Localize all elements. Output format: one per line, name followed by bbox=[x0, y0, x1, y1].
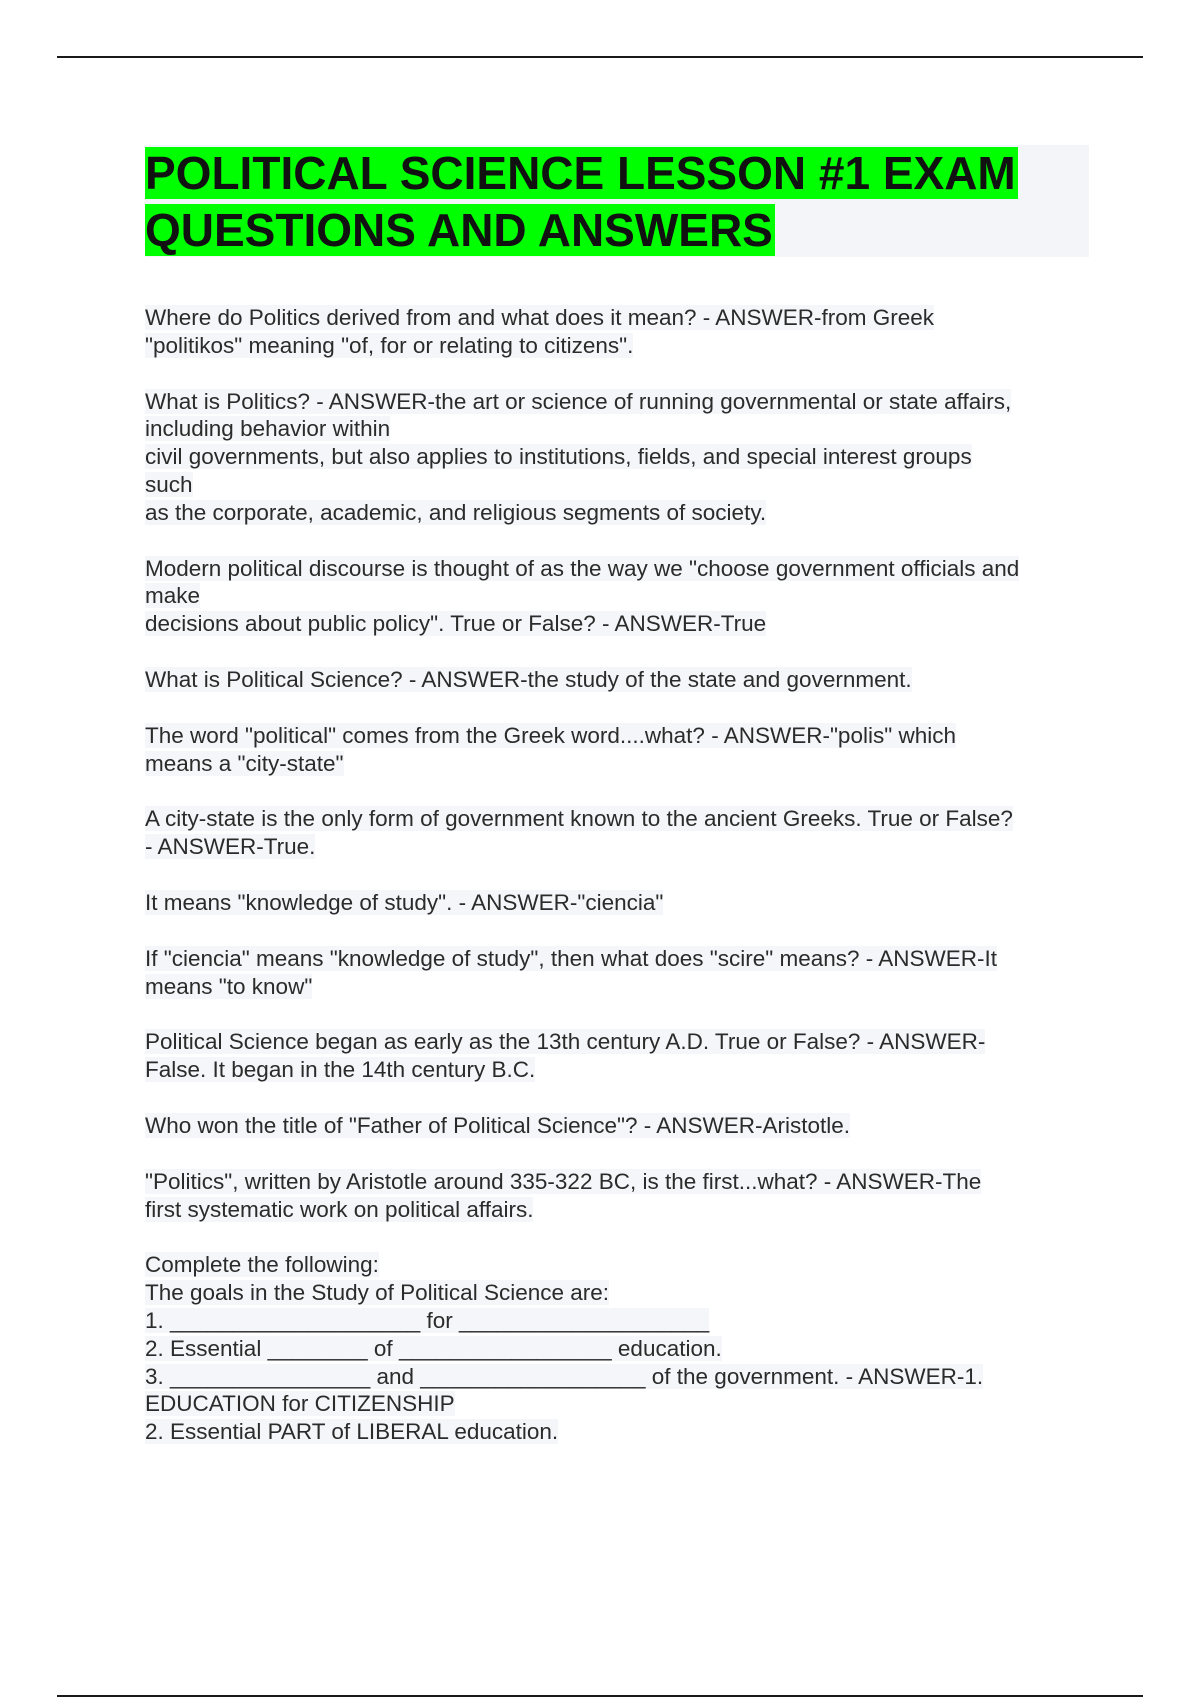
title-line-2: QUESTIONS AND ANSWERS bbox=[145, 204, 773, 256]
qa-entry-politics-aristotle bbox=[145, 1168, 1105, 1224]
text-line: as the corporate, academic, and religious segments of society. bbox=[145, 499, 767, 525]
text-line: 2. Essential PART of LIBERAL education. bbox=[145, 1419, 559, 1445]
text-line: means a "city-state" bbox=[145, 750, 344, 776]
text-line: means "to know" bbox=[145, 973, 313, 999]
title-block bbox=[145, 145, 1089, 257]
text-line: first systematic work on political affairs. bbox=[145, 1196, 534, 1222]
text-line: Modern political discourse is thought of as the way we "choose government officials and bbox=[145, 555, 1020, 581]
title-line-1: POLITICAL SCIENCE LESSON #1 EXAM bbox=[145, 147, 1016, 199]
qa-entry-knowledge-of-study bbox=[145, 889, 1105, 917]
qa-entry-father-of-political-science bbox=[145, 1112, 1105, 1140]
text-line: "politikos" meaning "of, for or relating to citizens". bbox=[145, 332, 634, 358]
qa-entry-began-century bbox=[145, 1028, 1105, 1084]
text-line: civil governments, but also applies to institutions, fields, and special interest groups bbox=[145, 444, 972, 470]
qa-entry-word-political bbox=[145, 722, 1105, 778]
qa-entry-what-is-political-science bbox=[145, 666, 1105, 694]
qa-entry-city-state bbox=[145, 805, 1105, 861]
qa-entry-scire bbox=[145, 945, 1105, 1001]
text-line: 2. Essential ________ of _________________ education. bbox=[145, 1335, 722, 1361]
text-line: Where do Politics derived from and what does it mean? - ANSWER-from Greek bbox=[145, 305, 935, 330]
text-line: 3. ________________ and __________________ of the government. - ANSWER-1. bbox=[145, 1363, 984, 1389]
text-line: It means "knowledge of study". - ANSWER-"ciencia" bbox=[145, 889, 664, 915]
text-line: The word "political" comes from the Greek word....what? - ANSWER-"polis" which bbox=[145, 722, 956, 748]
text-line: 1. ____________________ for ____________________ bbox=[145, 1307, 710, 1333]
text-line: "Politics", written by Aristotle around 335-322 BC, is the first...what? - ANSWER-The bbox=[145, 1168, 982, 1194]
qa-entry-what-is-politics bbox=[145, 388, 1105, 527]
text-line: The goals in the Study of Political Science are: bbox=[145, 1280, 610, 1306]
qa-list bbox=[145, 304, 1105, 1474]
text-line: including behavior within bbox=[145, 416, 391, 442]
text-line: EDUCATION for CITIZENSHIP bbox=[145, 1391, 455, 1417]
text-line: A city-state is the only form of government known to the ancient Greeks. True or False? bbox=[145, 806, 1013, 832]
document-title bbox=[145, 145, 1089, 259]
qa-entry-politics-origin bbox=[145, 304, 1105, 360]
text-line: What is Political Science? - ANSWER-the study of the state and government. bbox=[145, 666, 912, 692]
text-line: Complete the following: bbox=[145, 1252, 379, 1278]
text-line: - ANSWER-True. bbox=[145, 834, 316, 860]
text-line: Political Science began as early as the 13th century A.D. True or False? - ANSWER- bbox=[145, 1029, 986, 1055]
top-rule bbox=[57, 56, 1143, 58]
bottom-rule bbox=[57, 1695, 1143, 1697]
text-line: False. It began in the 14th century B.C. bbox=[145, 1057, 536, 1083]
text-line: If "ciencia" means "knowledge of study", then what does "scire" means? - ANSWER-It bbox=[145, 945, 998, 971]
text-line: Who won the title of "Father of Political Science"? - ANSWER-Aristotle. bbox=[145, 1112, 850, 1138]
text-line: What is Politics? - ANSWER-the art or science of running governmental or state affairs, bbox=[145, 388, 1012, 414]
text-line: such bbox=[145, 471, 193, 497]
qa-entry-complete-the-following bbox=[145, 1251, 1105, 1446]
text-line: decisions about public policy". True or False? - ANSWER-True bbox=[145, 611, 767, 637]
text-line: make bbox=[145, 583, 201, 609]
qa-entry-modern-discourse bbox=[145, 555, 1105, 638]
